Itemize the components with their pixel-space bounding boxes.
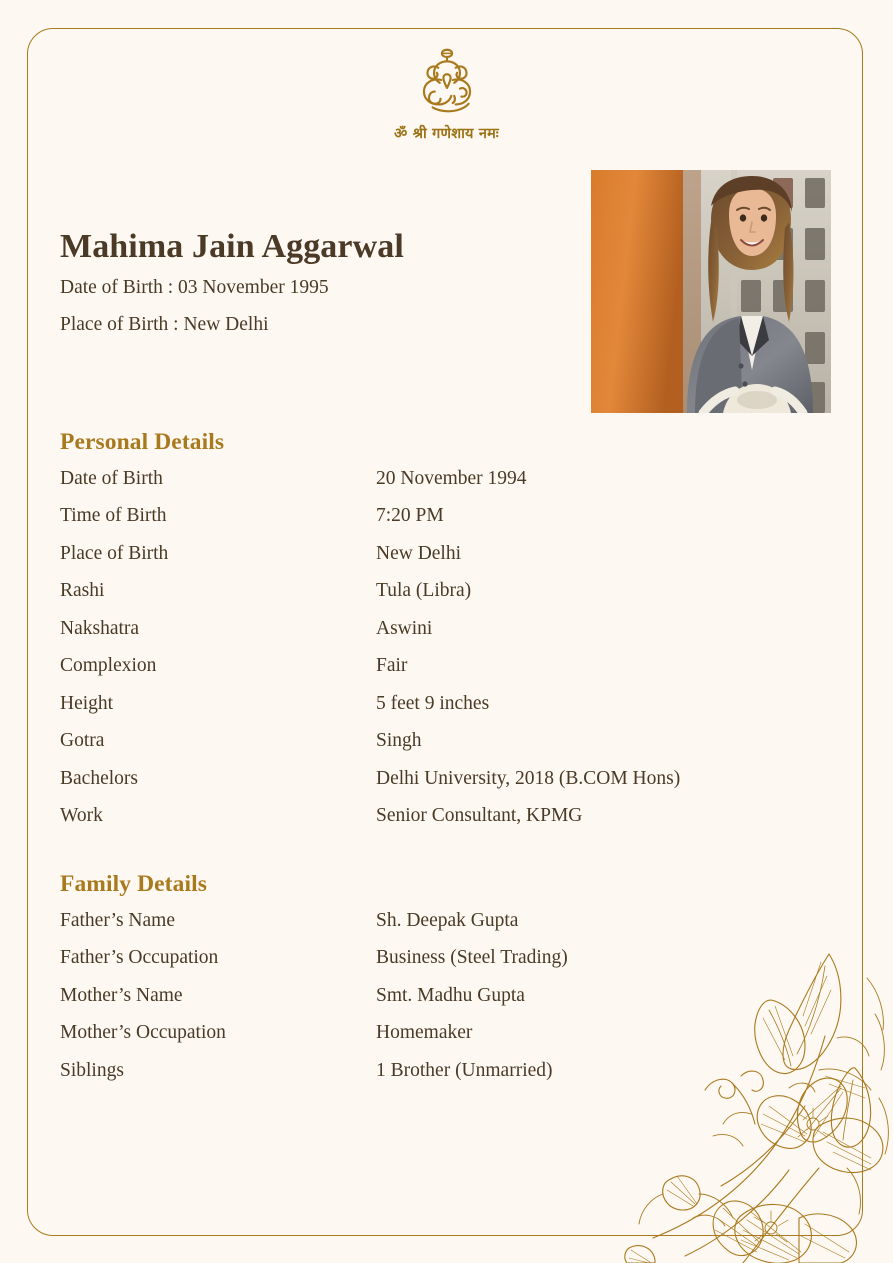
detail-row [60,731,820,769]
detail-label: Work [60,805,103,827]
identity-pob: Place of Birth : New Delhi [60,313,269,335]
detail-value: Singh [376,730,422,752]
detail-value: 20 November 1994 [376,467,527,489]
detail-value: New Delhi [376,542,462,564]
invocation-text: ॐ श्री गणेशाय नमः [394,126,499,142]
detail-row [60,694,820,732]
detail-value: Smt. Madhu Gupta [376,984,525,1006]
detail-label: Mother’s Name [60,984,183,1006]
detail-row [60,911,820,949]
detail-label: Height [60,692,114,714]
detail-value: Aswini [376,617,433,639]
family-details-title: Family Details [60,871,207,897]
family-details-section [60,872,820,1098]
detail-row [60,1023,820,1061]
detail-value: Homemaker [376,1022,473,1044]
detail-label: Place of Birth [60,542,169,564]
detail-value: Senior Consultant, KPMG [376,805,583,827]
detail-row [60,806,820,844]
detail-row [60,769,820,807]
detail-row [60,469,820,507]
portrait-photo [591,170,831,413]
detail-row [60,986,820,1024]
detail-label: Rashi [60,580,105,602]
detail-label: Gotra [60,730,105,752]
personal-details-section [60,430,820,844]
detail-label: Bachelors [60,767,138,789]
detail-value: 7:20 PM [376,505,444,527]
detail-row [60,948,820,986]
portrait-photo-image [591,170,831,413]
detail-row [60,656,820,694]
detail-value: Delhi University, 2018 (B.COM Hons) [376,767,681,789]
detail-row [60,581,820,619]
detail-row [60,619,820,657]
detail-label: Father’s Occupation [60,947,219,969]
detail-value: Tula (Libra) [376,580,472,602]
detail-value: 1 Brother (Unmarried) [376,1059,553,1081]
detail-row [60,1061,820,1099]
detail-label: Date of Birth [60,467,163,489]
identity-dob: Date of Birth : 03 November 1995 [60,277,329,299]
person-name: Mahima Jain Aggarwal [60,228,404,265]
detail-label: Complexion [60,655,157,677]
detail-label: Nakshatra [60,617,140,639]
detail-label: Time of Birth [60,505,167,527]
detail-value: Business (Steel Trading) [376,947,568,969]
identity-block [60,228,560,351]
detail-row [60,544,820,582]
detail-label: Mother’s Occupation [60,1022,226,1044]
invocation-header [0,44,893,143]
ganesha-icon [411,44,483,116]
detail-row [60,506,820,544]
detail-value: 5 feet 9 inches [376,692,490,714]
personal-details-title: Personal Details [60,429,225,455]
detail-label: Siblings [60,1059,124,1081]
detail-label: Father’s Name [60,909,175,931]
detail-value: Fair [376,655,408,677]
detail-value: Sh. Deepak Gupta [376,909,519,931]
